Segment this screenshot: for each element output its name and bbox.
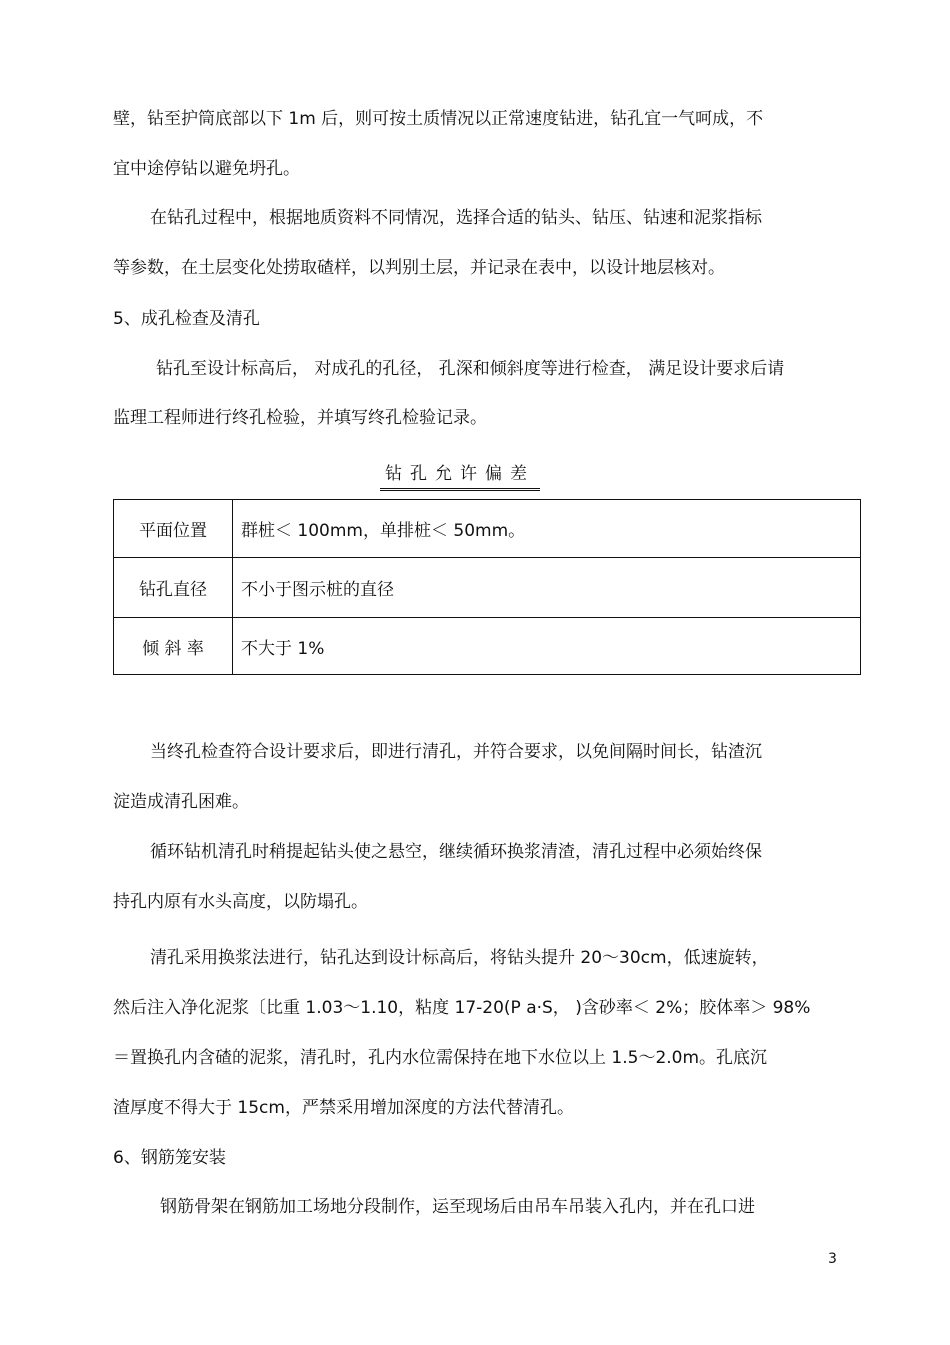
line-p4b: 淀造成清孔困难。	[113, 792, 249, 812]
line-p3a: 钻孔至设计标高后， 对成孔的孔径， 孔深和倾斜度等进行检查， 满足设计要求后请	[156, 359, 785, 379]
line-p2a: 在钻孔过程中，根据地质资料不同情况，选择合适的钻头、钻压、钻速和泥浆指标	[150, 208, 762, 228]
line-p3b: 监理工程师进行终孔检验，并填写终孔检验记录。	[113, 408, 487, 428]
section-heading-5: 5、成孔检查及清孔	[113, 309, 260, 329]
line-p4a: 当终孔检查符合设计要求后，即进行清孔，并符合要求，以免间隔时间长，钻渣沉	[150, 742, 762, 762]
table-row-value: 不小于图示桩的直径	[233, 558, 861, 618]
table-row-label: 倾 斜 率	[114, 618, 233, 675]
line-p5b: 持孔内原有水头高度，以防塌孔。	[113, 892, 368, 912]
page-number: 3	[828, 1251, 837, 1267]
deviation-table	[113, 499, 861, 675]
line-p6b: 然后注入净化泥浆〔比重 1.03～1.10，粘度 17-20(P a·S， )含砂率＜ 2%；胶体率＞ 98%	[113, 998, 811, 1018]
line-p1b: 宜中途停钻以避免坍孔。	[113, 159, 300, 179]
table-row-value: 群桩＜ 100mm，单排桩＜ 50mm。	[233, 500, 861, 558]
line-p5a: 循环钻机清孔时稍提起钻头使之悬空，继续循环换浆清渣，清孔过程中必须始终保	[150, 842, 762, 862]
table-row-label: 平面位置	[114, 500, 233, 558]
table-row-value: 不大于 1%	[233, 618, 861, 675]
line-p7a: 钢筋骨架在钢筋加工场地分段制作，运至现场后由吊车吊装入孔内，并在孔口进	[160, 1197, 755, 1217]
table-row	[114, 618, 861, 675]
table-row	[114, 500, 861, 558]
table-row-label: 钻孔直径	[114, 558, 233, 618]
section-heading-6: 6、钢筋笼安装	[113, 1148, 226, 1168]
line-p6d: 渣厚度不得大于 15cm，严禁采用增加深度的方法代替清孔。	[113, 1098, 574, 1118]
line-p2b: 等参数，在土层变化处捞取碴样，以判别土层，并记录在表中，以设计地层核对。	[113, 258, 725, 278]
line-p6a: 清孔采用换浆法进行，钻孔达到设计标高后，将钻头提升 20～30cm，低速旋转，	[150, 948, 769, 968]
line-p1a: 壁，钻至护筒底部以下 1m 后，则可按土质情况以正常速度钻进，钻孔宜一气呵成，不	[113, 109, 764, 129]
table-title: 钻孔允许偏差	[380, 462, 540, 491]
table-row	[114, 558, 861, 618]
line-p6c: ＝置换孔内含碴的泥浆，清孔时，孔内水位需保持在地下水位以上 1.5～2.0m。孔底沉	[113, 1048, 768, 1068]
